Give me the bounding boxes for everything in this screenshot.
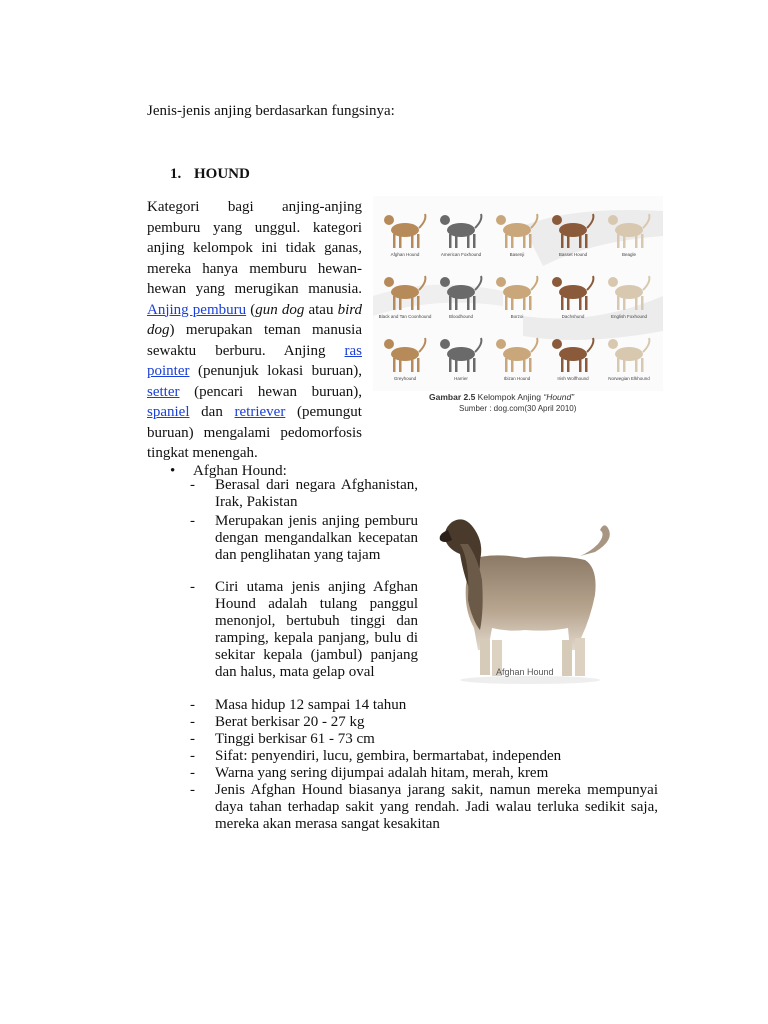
para-text: (pencari hewan buruan), [179, 383, 362, 400]
breed-label: Afghan Hound [390, 252, 420, 257]
afghan-hound-photo [430, 500, 625, 690]
heading-title: HOUND [194, 166, 250, 182]
photo-label: Afghan Hound [496, 667, 554, 677]
bullet-dot-icon: • [170, 463, 176, 479]
breed-label: Borzoi [510, 314, 524, 319]
breed-label: Norwegian Elkhound [608, 376, 650, 381]
gun-dog-term: gun dog [255, 301, 305, 318]
hound-breeds-figure [373, 196, 663, 421]
caption-italic: “Hound” [543, 392, 575, 402]
intro-text: Jenis-jenis anjing berdasarkan fungsinya: [147, 103, 395, 119]
para-text: (penunjuk lokasi buruan), [189, 363, 362, 379]
list-item-text: Ciri utama jenis anjing Afghan Hound adalah tulang panggul menonjol, bertubuh tinggi dan ramping, kepala panjang, bulu di sekitar kepala (jambul) panjang dan halus, mata gelap oval [215, 579, 418, 680]
link-anjing-pemburu[interactable]: Anjing pemburu [147, 301, 247, 318]
list-item [190, 782, 658, 834]
breed-label: American Foxhound [440, 252, 482, 257]
afghan-hound-image [430, 500, 625, 690]
bird-dog-term: bird dog [147, 301, 363, 338]
breed-label: Basenji [509, 252, 525, 257]
breed-label: Irish Wolfhound [557, 376, 589, 381]
link-setter[interactable]: setter [147, 383, 180, 400]
para-text: Kategori bagi anjing-anjing pemburu yang unggul. kategori anjing kelompok ini tidak ganas, mereka hanya memburu hewan-hewan yang merugikan manusia. [147, 199, 362, 297]
list-item [190, 477, 420, 511]
list-item-text: Merupakan jenis anjing pemburu dengan mengandalkan kecepatan dan penglihatan yang tajam [215, 513, 418, 563]
list-item-text: Berasal dari negara Afghanistan, Irak, Pakistan [215, 477, 418, 510]
list-item-text: Tinggi berkisar 61 - 73 cm [215, 731, 375, 747]
dash-marker: - [190, 748, 195, 764]
dash-marker: - [190, 765, 195, 781]
para-text: (pemungut buruan) mengalami pedomorfosis tingkat menengah. [147, 404, 362, 461]
dash-marker: - [190, 579, 195, 595]
breed-label: Harrier [454, 376, 468, 381]
para-text: dan [189, 404, 235, 420]
breed-grid-image [373, 196, 663, 391]
link-ras-pointer[interactable]: ras pointer [147, 342, 362, 379]
breed-label: Basset Hound [558, 252, 588, 257]
breed-label: Bloodhound [448, 314, 474, 319]
list-item [190, 579, 420, 699]
breed-label: Black and Tan Coonhound [378, 314, 432, 319]
bullet-title: Afghan Hound: [193, 463, 287, 479]
dash-marker: - [190, 697, 195, 713]
list-item-text: Sifat: penyendiri, lucu, gembira, bermartabat, independen [215, 748, 562, 764]
breed-label: Ibizan Hound [503, 376, 531, 381]
figure-caption [429, 392, 574, 402]
para-text: ( [246, 301, 256, 318]
dash-marker: - [190, 714, 195, 730]
dash-marker: - [190, 731, 195, 747]
link-spaniel[interactable]: spaniel [147, 404, 190, 420]
list-item-text: Warna yang sering dijumpai adalah hitam, merah, krem [215, 765, 549, 781]
list-item-text: Jenis Afghan Hound biasanya jarang sakit, namun mereka mempunyai daya tahan terhadap sakit yang rendah. Jadi walau terluka sedikit saja, mereka akan merasa sangat kesakitan [215, 782, 658, 832]
list-item [190, 513, 420, 581]
dash-marker: - [190, 477, 195, 493]
breed-label: Dachshund [561, 314, 585, 319]
para-text: ) merupakan teman manusia sewaktu berburu. Anjing [147, 322, 362, 359]
para-text: atau [304, 301, 338, 318]
heading-number: 1. [170, 166, 182, 182]
dash-marker: - [190, 782, 195, 798]
caption-text: Kelompok Anjing [475, 392, 544, 402]
breed-label: Greyhound [393, 376, 417, 381]
link-retriever[interactable]: retriever [234, 404, 286, 420]
list-item-text: Masa hidup 12 sampai 14 tahun [215, 697, 407, 713]
caption-number: Gambar 2.5 [429, 392, 476, 402]
hound-paragraph [147, 197, 362, 464]
section-heading [170, 166, 250, 183]
breed-label: English Foxhound [610, 314, 648, 319]
dash-marker: - [190, 513, 195, 529]
figure-source: Sumber : dog.com(30 April 2010) [459, 404, 577, 413]
list-item-text: Berat berkisar 20 - 27 kg [215, 714, 365, 730]
breed-label: Beagle [621, 252, 637, 257]
